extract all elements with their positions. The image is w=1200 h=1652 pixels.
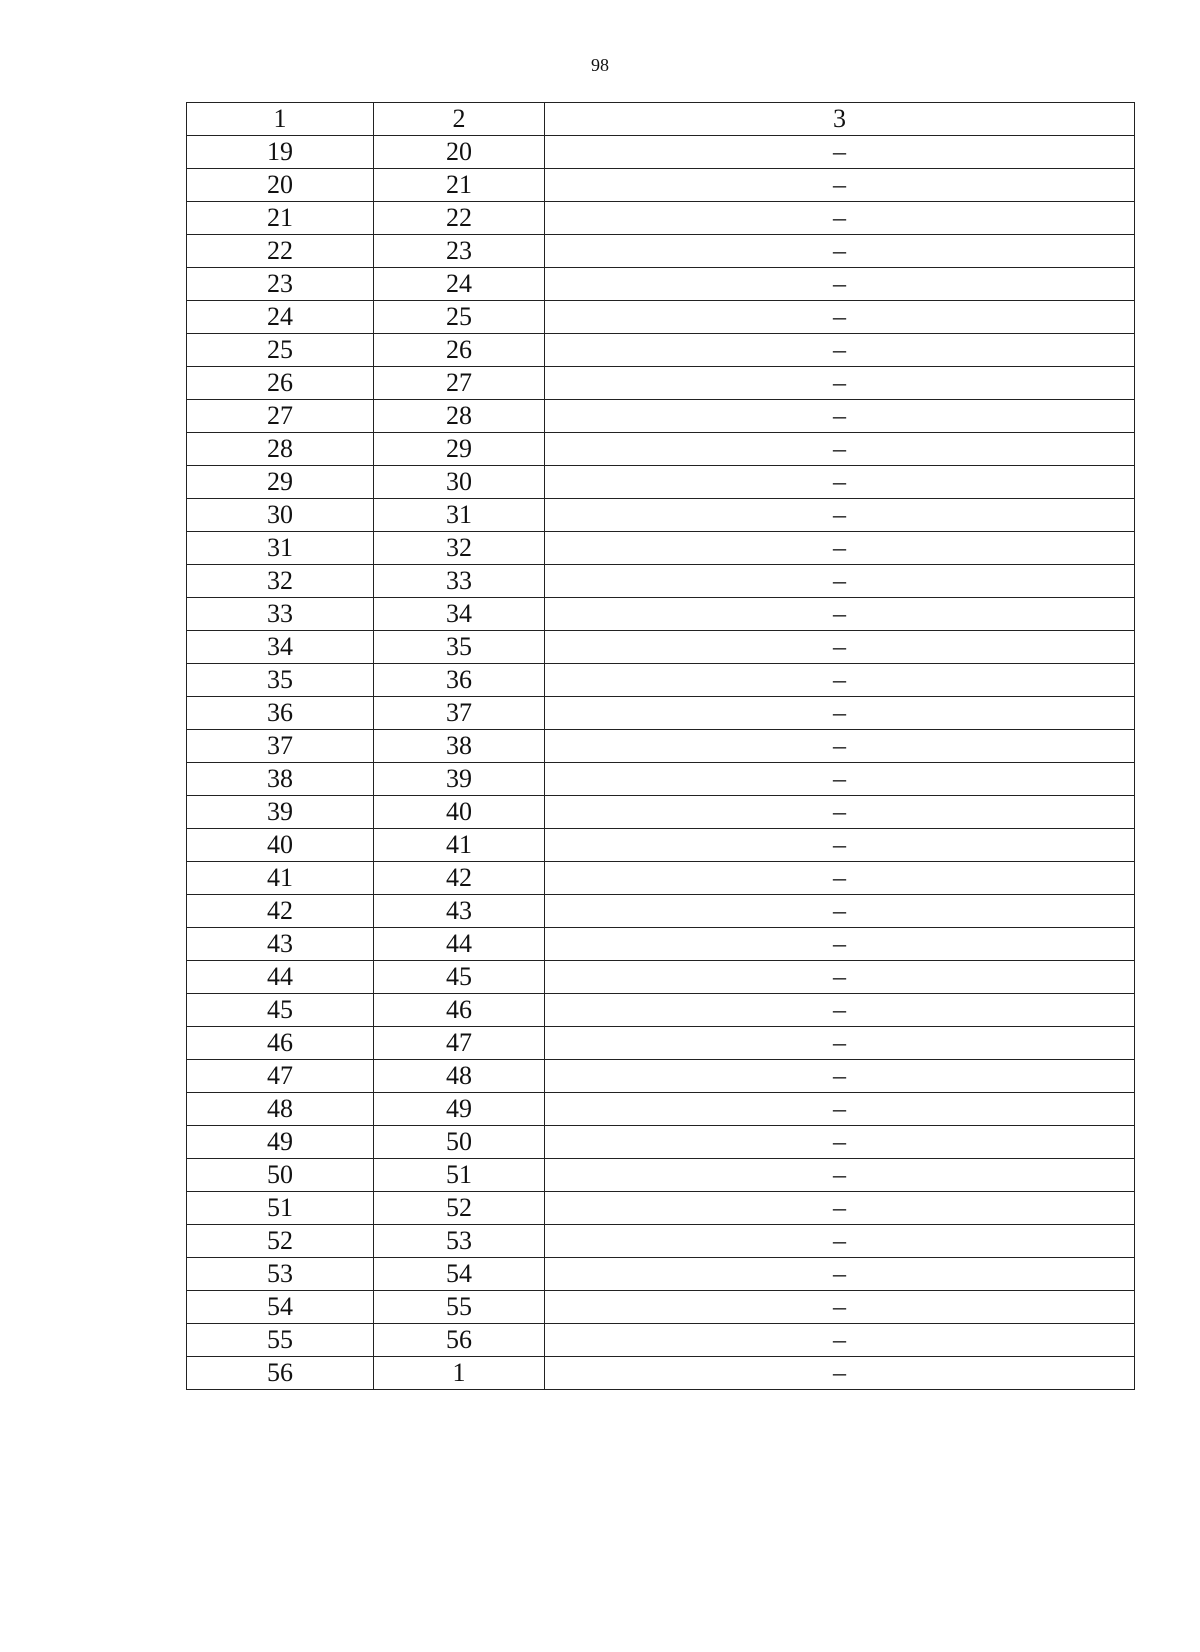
table-cell-col-3: – [545, 433, 1135, 466]
table-cell-col-2: 52 [374, 1192, 545, 1225]
table-cell-col-1: 53 [187, 1258, 374, 1291]
table-cell-col-3: – [545, 961, 1135, 994]
table-row [187, 1027, 1135, 1060]
table-row [187, 565, 1135, 598]
table-row [187, 961, 1135, 994]
table-body [187, 136, 1135, 1390]
table-cell-col-2: 27 [374, 367, 545, 400]
table-cell-col-3: – [545, 829, 1135, 862]
table-cell-col-1: 50 [187, 1159, 374, 1192]
table-cell-col-2: 33 [374, 565, 545, 598]
table-cell-col-2: 50 [374, 1126, 545, 1159]
table-cell-col-2: 47 [374, 1027, 545, 1060]
table-cell-col-2: 28 [374, 400, 545, 433]
table-row [187, 334, 1135, 367]
table-cell-col-3: – [545, 1192, 1135, 1225]
table-row [187, 532, 1135, 565]
table-cell-col-3: – [545, 466, 1135, 499]
table-cell-col-1: 38 [187, 763, 374, 796]
table-cell-col-2: 54 [374, 1258, 545, 1291]
table-cell-col-1: 42 [187, 895, 374, 928]
table-row [187, 730, 1135, 763]
data-table-container [186, 102, 1134, 1390]
table-cell-col-1: 24 [187, 301, 374, 334]
table-cell-col-1: 22 [187, 235, 374, 268]
table-row [187, 1093, 1135, 1126]
table-row [187, 1225, 1135, 1258]
table-cell-col-3: – [545, 1093, 1135, 1126]
table-cell-col-1: 43 [187, 928, 374, 961]
table-cell-col-2: 37 [374, 697, 545, 730]
table-cell-col-3: – [545, 895, 1135, 928]
data-table [186, 102, 1135, 1390]
table-row [187, 466, 1135, 499]
table-cell-col-1: 25 [187, 334, 374, 367]
table-cell-col-2: 36 [374, 664, 545, 697]
table-row [187, 400, 1135, 433]
table-cell-col-3: – [545, 136, 1135, 169]
table-cell-col-2: 20 [374, 136, 545, 169]
table-row [187, 829, 1135, 862]
table-cell-col-1: 28 [187, 433, 374, 466]
table-cell-col-3: – [545, 730, 1135, 763]
table-cell-col-2: 31 [374, 499, 545, 532]
table-cell-col-1: 31 [187, 532, 374, 565]
table-cell-col-3: – [545, 268, 1135, 301]
table-row [187, 268, 1135, 301]
table-cell-col-1: 55 [187, 1324, 374, 1357]
table-row [187, 1060, 1135, 1093]
table-row [187, 235, 1135, 268]
table-cell-col-1: 56 [187, 1357, 374, 1390]
table-row [187, 433, 1135, 466]
table-row [187, 796, 1135, 829]
table-cell-col-1: 20 [187, 169, 374, 202]
table-row [187, 862, 1135, 895]
table-cell-col-3: – [545, 796, 1135, 829]
table-row [187, 499, 1135, 532]
table-cell-col-3: – [545, 928, 1135, 961]
table-cell-col-2: 32 [374, 532, 545, 565]
table-cell-col-3: – [545, 697, 1135, 730]
table-cell-col-1: 48 [187, 1093, 374, 1126]
table-cell-col-2: 38 [374, 730, 545, 763]
table-cell-col-3: – [545, 169, 1135, 202]
table-cell-col-2: 49 [374, 1093, 545, 1126]
table-cell-col-1: 29 [187, 466, 374, 499]
table-cell-col-3: – [545, 862, 1135, 895]
table-cell-col-3: – [545, 664, 1135, 697]
table-cell-col-1: 35 [187, 664, 374, 697]
table-row [187, 1192, 1135, 1225]
table-row [187, 1258, 1135, 1291]
table-row [187, 202, 1135, 235]
page-number: 98 [591, 55, 609, 75]
table-cell-col-2: 55 [374, 1291, 545, 1324]
table-cell-col-1: 19 [187, 136, 374, 169]
table-row [187, 1291, 1135, 1324]
table-cell-col-2: 42 [374, 862, 545, 895]
table-row [187, 1159, 1135, 1192]
table-cell-col-3: – [545, 1357, 1135, 1390]
table-row [187, 631, 1135, 664]
table-cell-col-3: – [545, 334, 1135, 367]
table-cell-col-2: 46 [374, 994, 545, 1027]
table-cell-col-2: 29 [374, 433, 545, 466]
table-row [187, 664, 1135, 697]
table-cell-col-3: – [545, 994, 1135, 1027]
table-cell-col-1: 36 [187, 697, 374, 730]
table-cell-col-1: 34 [187, 631, 374, 664]
table-cell-col-3: – [545, 499, 1135, 532]
table-cell-col-3: – [545, 301, 1135, 334]
table-cell-col-1: 39 [187, 796, 374, 829]
table-cell-col-3: – [545, 565, 1135, 598]
table-cell-col-1: 44 [187, 961, 374, 994]
table-row [187, 1126, 1135, 1159]
table-row [187, 169, 1135, 202]
table-cell-col-3: – [545, 1027, 1135, 1060]
table-cell-col-3: – [545, 1060, 1135, 1093]
table-row [187, 367, 1135, 400]
table-cell-col-2: 35 [374, 631, 545, 664]
table-cell-col-1: 45 [187, 994, 374, 1027]
table-cell-col-3: – [545, 400, 1135, 433]
table-header-row [187, 103, 1135, 136]
table-cell-col-3: – [545, 763, 1135, 796]
table-cell-col-1: 47 [187, 1060, 374, 1093]
table-row [187, 1357, 1135, 1390]
table-cell-col-1: 46 [187, 1027, 374, 1060]
table-cell-col-2: 44 [374, 928, 545, 961]
table-cell-col-3: – [545, 532, 1135, 565]
table-cell-col-3: – [545, 1258, 1135, 1291]
table-cell-col-3: – [545, 367, 1135, 400]
table-cell-col-2: 39 [374, 763, 545, 796]
table-cell-col-1: 52 [187, 1225, 374, 1258]
table-cell-col-1: 41 [187, 862, 374, 895]
table-cell-col-2: 21 [374, 169, 545, 202]
table-cell-col-1: 40 [187, 829, 374, 862]
table-cell-col-3: – [545, 235, 1135, 268]
table-cell-col-3: – [545, 1225, 1135, 1258]
table-row [187, 301, 1135, 334]
table-cell-col-1: 30 [187, 499, 374, 532]
table-cell-col-2: 30 [374, 466, 545, 499]
table-cell-col-2: 45 [374, 961, 545, 994]
table-cell-col-3: – [545, 1291, 1135, 1324]
table-cell-col-2: 51 [374, 1159, 545, 1192]
table-cell-col-2: 40 [374, 796, 545, 829]
table-cell-col-1: 33 [187, 598, 374, 631]
table-cell-col-1: 21 [187, 202, 374, 235]
table-cell-col-2: 24 [374, 268, 545, 301]
table-cell-col-2: 1 [374, 1357, 545, 1390]
table-cell-col-3: – [545, 631, 1135, 664]
column-header-2: 2 [374, 103, 545, 136]
table-cell-col-3: – [545, 1126, 1135, 1159]
table-cell-col-3: – [545, 1159, 1135, 1192]
column-header-1: 1 [187, 103, 374, 136]
table-cell-col-2: 23 [374, 235, 545, 268]
table-row [187, 697, 1135, 730]
table-cell-col-2: 26 [374, 334, 545, 367]
table-row [187, 763, 1135, 796]
table-cell-col-1: 27 [187, 400, 374, 433]
table-cell-col-1: 23 [187, 268, 374, 301]
table-cell-col-3: – [545, 202, 1135, 235]
table-cell-col-1: 49 [187, 1126, 374, 1159]
table-cell-col-2: 34 [374, 598, 545, 631]
table-cell-col-2: 53 [374, 1225, 545, 1258]
table-row [187, 598, 1135, 631]
table-cell-col-1: 54 [187, 1291, 374, 1324]
table-row [187, 928, 1135, 961]
table-row [187, 994, 1135, 1027]
table-row [187, 895, 1135, 928]
table-cell-col-3: – [545, 1324, 1135, 1357]
column-header-3: 3 [545, 103, 1135, 136]
table-row [187, 1324, 1135, 1357]
table-cell-col-1: 51 [187, 1192, 374, 1225]
table-cell-col-3: – [545, 598, 1135, 631]
table-cell-col-2: 25 [374, 301, 545, 334]
table-cell-col-2: 22 [374, 202, 545, 235]
table-cell-col-2: 43 [374, 895, 545, 928]
table-cell-col-2: 48 [374, 1060, 545, 1093]
table-cell-col-2: 56 [374, 1324, 545, 1357]
table-cell-col-1: 32 [187, 565, 374, 598]
table-cell-col-2: 41 [374, 829, 545, 862]
table-cell-col-1: 37 [187, 730, 374, 763]
table-cell-col-1: 26 [187, 367, 374, 400]
table-row [187, 136, 1135, 169]
